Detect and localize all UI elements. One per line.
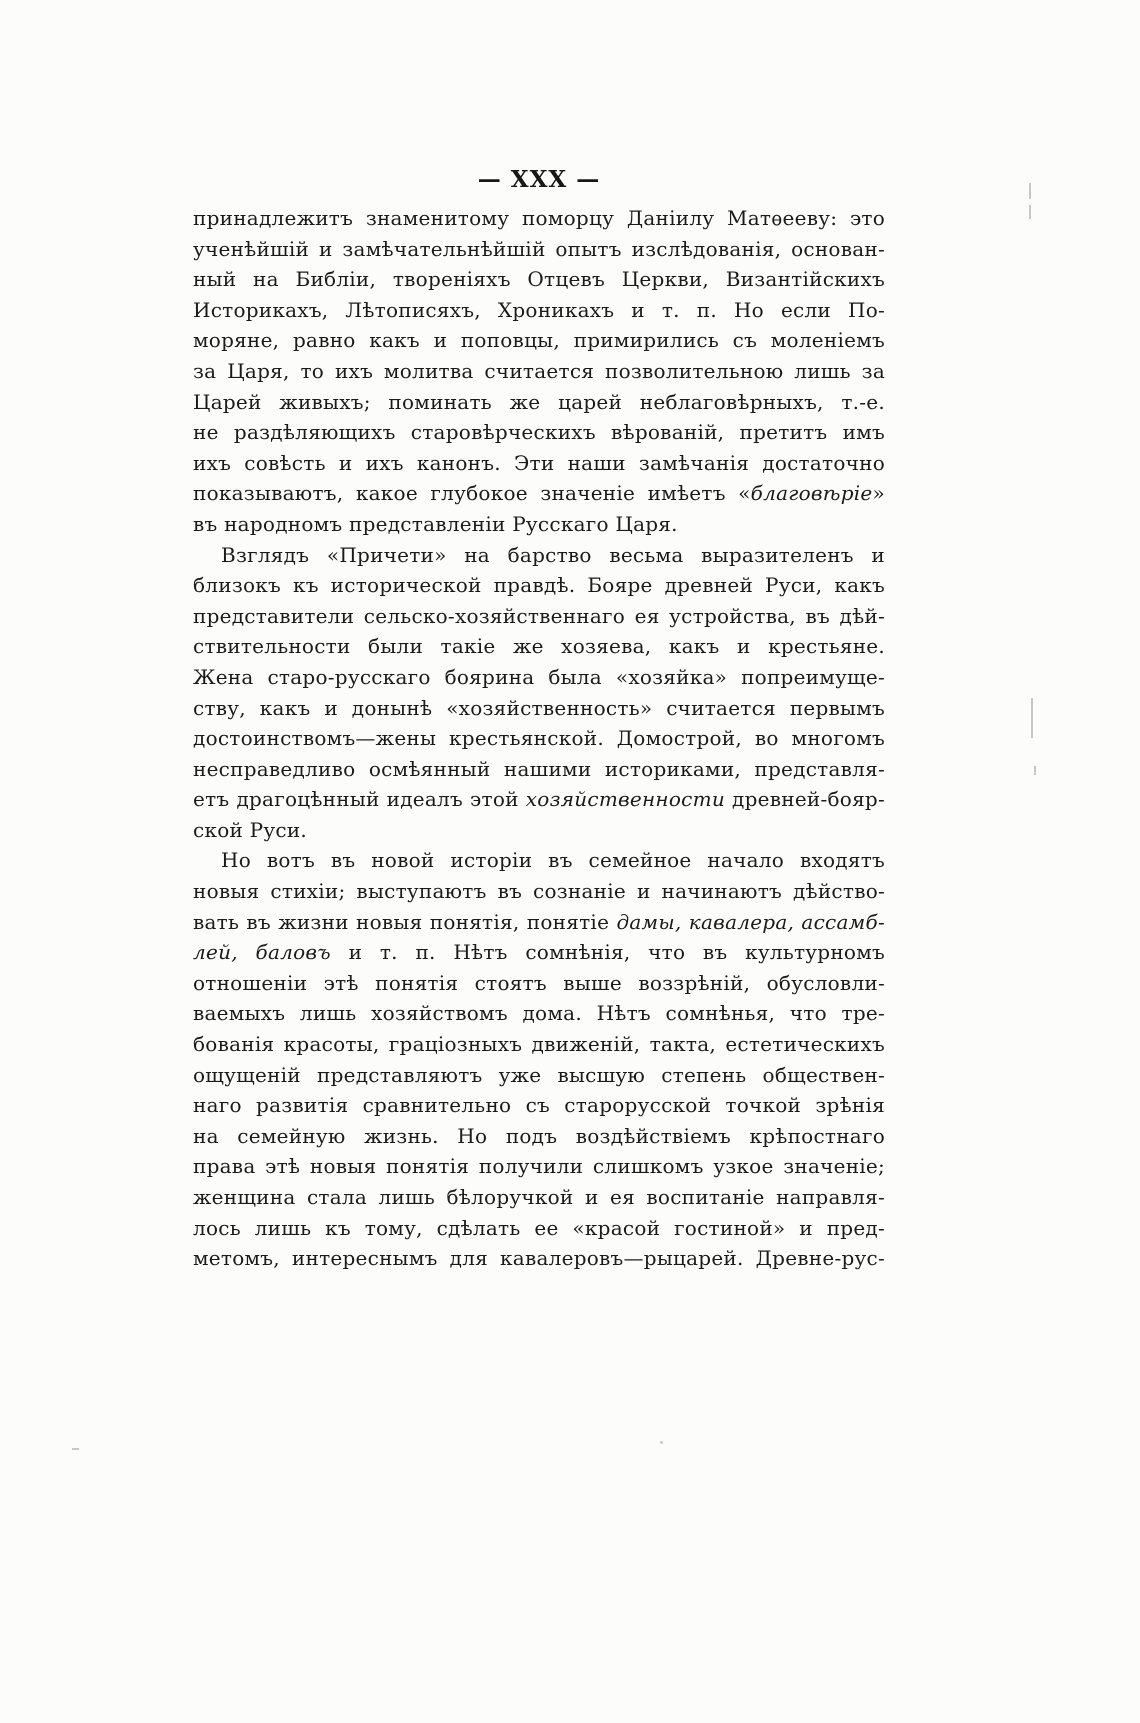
text-line: ихъ совѣсть и ихъ канонъ. Эти наши замѣчанія достаточно — [193, 450, 885, 475]
text-line: несправедливо осмѣянный нашими историками, представля- — [193, 756, 885, 781]
text-line: моряне, равно какъ и поповцы, примирились съ моленіемъ — [193, 328, 885, 353]
text-line: достоинствомъ—жены крестьянской. Домострой, во многомъ — [193, 726, 885, 751]
scan-artifact — [660, 1441, 663, 1444]
text-line: Взглядъ «Причети» на барство весьма выразителенъ и — [221, 542, 885, 567]
scan-artifact — [1031, 698, 1033, 738]
text-line: представители сельско-хозяйственнаго ея устройства, въ дѣй- — [193, 603, 885, 628]
text-line: Царей живыхъ; поминать же царей неблаговѣрныхъ, т.-е. — [193, 389, 885, 414]
text-line: ваемыхъ лишь хозяйствомъ дома. Нѣтъ сомнѣнья, что тре- — [193, 1001, 885, 1026]
text-line: Историкахъ, Лѣтописяхъ, Хроникахъ и т. п. Но если По- — [193, 297, 885, 322]
text-line: близокъ къ исторической правдѣ. Бояре древней Руси, какъ — [193, 573, 885, 598]
paragraph — [193, 203, 885, 540]
text-line: ученѣйшій и замѣчательнѣйшій опытъ изслѣдованія, основан- — [193, 236, 885, 261]
text-block — [193, 166, 885, 1274]
scan-artifact — [1029, 183, 1031, 199]
text-line: отношеніи этѣ понятія стоятъ выше воззрѣній, обусловли- — [193, 970, 885, 995]
page-number-header: — XXX — — [477, 166, 601, 193]
text-line: права этѣ новыя понятія получили слишкомъ узкое значеніе; — [193, 1154, 885, 1179]
text-line: лей, баловъ и т. п. Нѣтъ сомнѣнія, что въ культурномъ — [193, 940, 885, 965]
text-line: Жена старо-русскаго боярина была «хозяйка» попреимуще- — [193, 664, 885, 689]
text-line: не раздѣляющихъ старовѣрческихъ вѣрованій, претитъ имъ — [193, 420, 885, 445]
text-line: въ народномъ представленіи Русскаго Царя. — [193, 511, 678, 536]
text-line: принадлежитъ знаменитому поморцу Даніилу Матѳееву: это — [193, 206, 885, 230]
text-line: вать въ жизни новыя понятія, понятіе дамы, кавалера, ассамб- — [193, 909, 885, 934]
text-line: женщина стала лишь бѣлоручкой и ея воспитаніе направля- — [193, 1185, 885, 1209]
text-line: метомъ, интереснымъ для кавалеровъ—рыцарей. Древне-рус- — [193, 1246, 885, 1271]
text-line: ствительности были такіе же хозяева, какъ и крестьяне. — [193, 634, 885, 659]
text-line: ный на Библіи, твореніяхъ Отцевъ Церкви, Византійскихъ — [193, 267, 885, 292]
scan-artifact — [72, 1448, 79, 1450]
paragraph — [193, 845, 885, 1273]
text-line: Но вотъ въ новой исторіи въ семейное начало входятъ — [221, 848, 885, 873]
paragraph — [193, 540, 885, 846]
text-line: новыя стихіи; выступаютъ въ сознаніе и начинаютъ дѣйство- — [193, 879, 885, 904]
text-line: за Царя, то ихъ молитва считается позволительною лишь за — [193, 358, 885, 383]
scan-artifact — [1029, 205, 1031, 219]
text-line: ощущеній представляютъ уже высшую степень обществен- — [193, 1062, 885, 1087]
text-line: етъ драгоцѣнный идеалъ этой хозяйственности древней-бояр- — [193, 787, 885, 812]
text-line: ской Руси. — [193, 817, 308, 842]
scan-artifact — [1034, 766, 1036, 775]
text-line: бованія красоты, граціозныхъ движеній, такта, естетическихъ — [193, 1032, 885, 1057]
paragraphs-container — [193, 203, 885, 1274]
text-line: наго развитія сравнительно съ старорусской точкой зрѣнія — [193, 1093, 885, 1118]
text-line: лось лишь къ тому, сдѣлать ее «красой гостиной» и пред- — [193, 1215, 885, 1240]
text-line: показываютъ, какое глубокое значеніе имѣетъ «благовѣріе» — [193, 481, 885, 506]
text-line: ству, какъ и донынѣ «хозяйственность» считается первымъ — [193, 695, 885, 720]
text-line: на семейную жизнь. Но подъ воздѣйствіемъ крѣпостнаго — [193, 1123, 885, 1148]
